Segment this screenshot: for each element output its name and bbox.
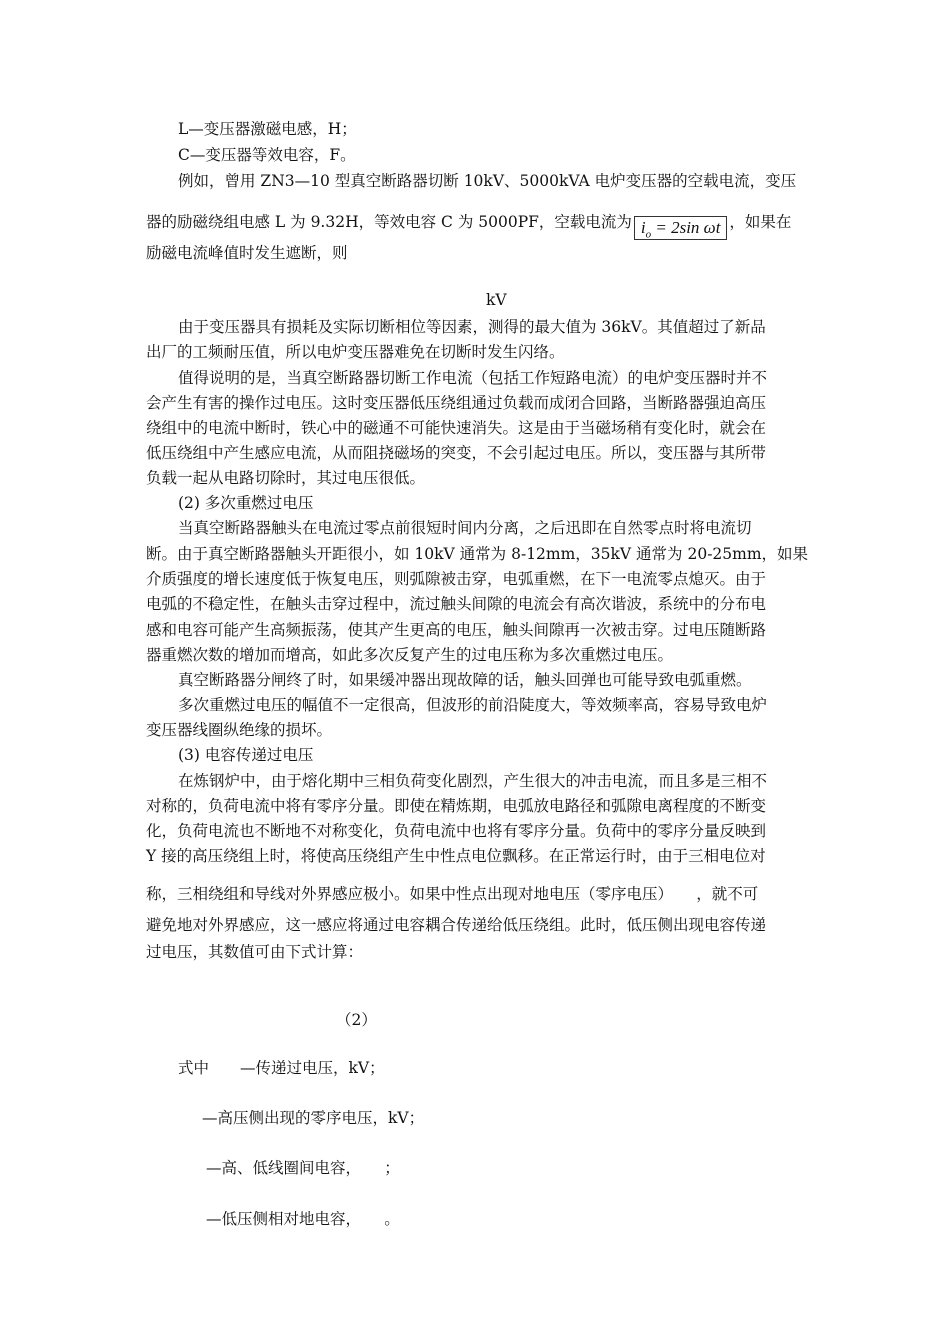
text-line: 对称的，负荷电流中将有零序分量。即使在精炼期，电弧放电路径和弧隙电离程度的不断变: [146, 797, 767, 815]
text-line: 由于变压器具有损耗及实际切断相位等因素，测得的最大值为 36kV。其值超过了新品: [178, 318, 766, 336]
text-line: 出厂的工频耐压值，所以电炉变压器难免在切断时发生闪络。: [146, 343, 565, 361]
text-line: L—变压器激磁电感，H；: [178, 120, 357, 138]
text-line: 断。由于真空断路器触头开距很小，如 10kV 通常为 8-12mm，35kV 通常为 20-25mm，如果: [146, 545, 809, 563]
text-line: 介质强度的增长速度低于恢复电压，则弧隙被击穿，电弧重燃，在下一电流零点熄灭。由于: [146, 570, 767, 588]
equation-number: （2）: [336, 1011, 377, 1029]
text-line: 负载一起从电路切除时，其过电压很低。: [146, 469, 426, 487]
text-line: 电弧的不稳定性，在触头击穿过程中，流过触头间隙的电流会有高次谐波，系统中的分布电: [146, 595, 767, 613]
definition-line: —高、低线圈间电容， ；: [206, 1159, 400, 1177]
text-line: 低压绕组中产生感应电流，从而阻挠磁场的突变，不会引起过电压。所以，变压器与其所带: [146, 444, 767, 462]
text-line: 避免地对外界感应，这一感应将通过电容耦合传递给低压绕组。此时，低压侧出现电容传递: [146, 916, 767, 934]
text-line: 在炼钢炉中，由于熔化期中三相负荷变化剧烈，产生很大的冲击电流，而且多是三相不: [178, 772, 768, 790]
definition-line: —高压侧出现的零序电压，kV；: [202, 1109, 425, 1127]
text-line: 会产生有害的操作过电压。这时变压器低压绕组通过负载而成闭合回路，当断路器强迫高压: [146, 394, 767, 412]
text-line: 绕组中的电流中断时，铁心中的磁通不可能快速消失。这是由于当磁场稍有变化时，就会在: [146, 419, 767, 437]
text-segment: 器的励磁绕组电感 L 为 9.32H，等效电容 C 为 5000PF，空载电流为: [146, 213, 632, 231]
section-heading: (3) 电容传递过电压: [178, 746, 314, 764]
current-formula: $i_o = 2\sin$ ωt: [634, 216, 728, 240]
text-segment: ，如果在: [729, 213, 792, 231]
text-line: 多次重燃过电压的幅值不一定很高，但波形的前沿陡度大，等效频率高，容易导致电炉: [178, 696, 768, 714]
formula-unit: kV: [486, 291, 507, 309]
text-line: 化，负荷电流也不断地不对称变化，负荷电流中也将有零序分量。负荷中的零序分量反映到: [146, 822, 767, 840]
text-line: 真空断路器分闸终了时，如果缓冲器出现故障的话，触头回弹也可能导致电弧重燃。: [178, 671, 752, 689]
text-line: 变压器线圈纵绝缘的损坏。: [146, 721, 333, 739]
text-line: 例如，曾用 ZN3—10 型真空断路器切断 10kV、5000kVA 电炉变压器的空载电流，变压: [178, 172, 797, 190]
text-line-with-formula: [146, 212, 791, 240]
text-line: Y 接的高压绕组上时，将使高压绕组产生中性点电位飘移。在正常运行时，由于三相电位对: [146, 847, 766, 865]
text-line: 称，三相绕组和导线对外界感应极小。如果中性点出现对地电压（零序电压） ，就不可: [146, 885, 759, 903]
definition-line: —低压侧相对地电容， 。: [206, 1210, 400, 1228]
section-heading: (2) 多次重燃过电压: [178, 494, 314, 512]
text-line: 感和电容可能产生高频振荡，使其产生更高的电压，触头间隙再一次被击穿。过电压随断路: [146, 621, 767, 639]
text-line: 器重燃次数的增加而增高，如此多次反复产生的过电压称为多次重燃过电压。: [146, 646, 674, 664]
text-line: 值得说明的是，当真空断路器切断工作电流（包括工作短路电流）的电炉变压器时并不: [178, 369, 768, 387]
text-line: 当真空断路器触头在电流过零点前很短时间内分离，之后迅即在自然零点时将电流切: [178, 519, 752, 537]
definition-line: 式中 —传递过电压，kV；: [178, 1059, 385, 1077]
text-line: 励磁电流峰值时发生遮断，则: [146, 244, 348, 262]
text-line: 过电压，其数值可由下式计算：: [146, 943, 364, 961]
text-line: C—变压器等效电容，F。: [178, 146, 356, 164]
